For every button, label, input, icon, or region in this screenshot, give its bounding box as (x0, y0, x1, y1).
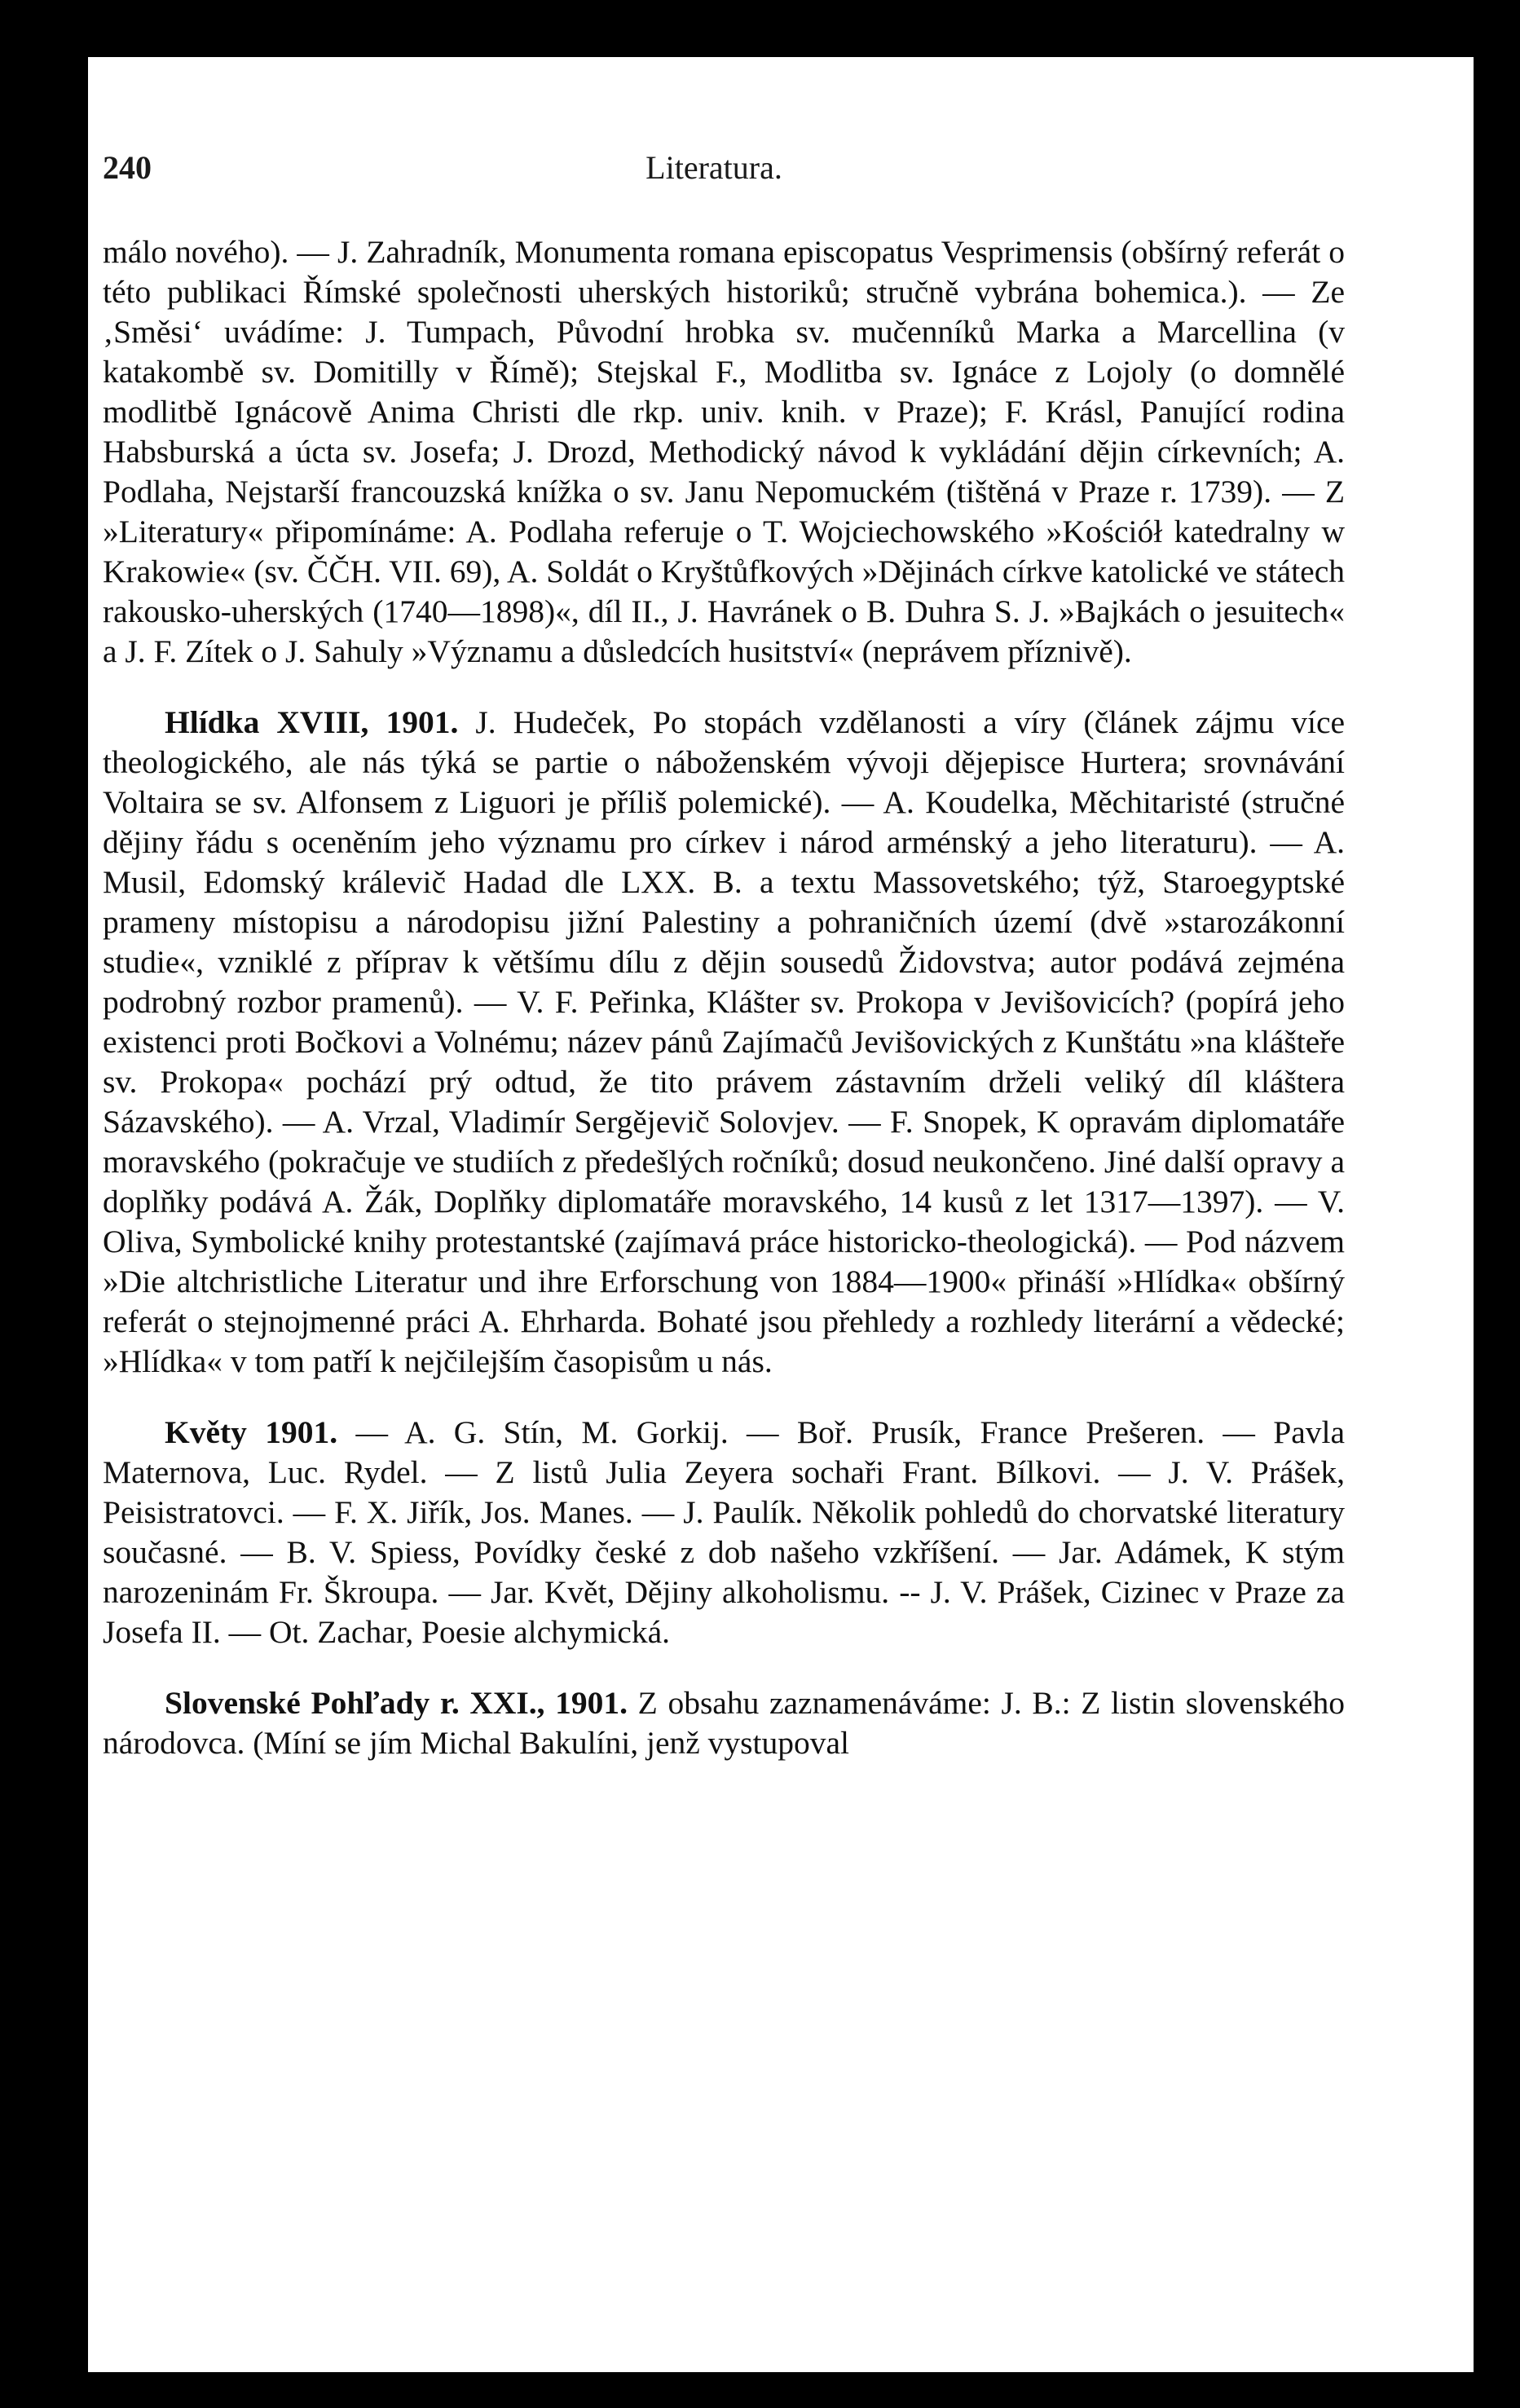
paragraph-text: J. Hudeček, Po stopách vzdělanosti a víry (článek zájmu více theologického, ale nás týká se partie o náboženském vývoji dějepisce Hurtera; srovnávání Voltaira se sv. Alfonsem z Liguori je příliš polemické). — A. Koudelka, Měchitaristé (stručné dějiny řádu s oceněním jeho významu pro církev i národ arménský a jeho literaturu). — A. Musil, Edomský králevič Hadad dle LXX. B. a textu Massovetského; týž, Staroegyptské prameny místopisu a národopisu jižní Palestiny a pohraničních území (dvě »starozákonní studie«, vzniklé z příprav k většímu dílu z dějin sousedů Židovstva; autor podává zejména podrobný rozbor pramenů). — V. F. Peřinka, Klášter sv. Prokopa v Jevišovicích? (popírá jeho existenci proti Bočkovi a Volnému; název pánů Zajímačů Jevišovických z Kunštátu »na klášteře sv. Prokopa« pochází prý odtud, že tito právem zástavním drželi veliký díl kláštera Sázavského). — A. Vrzal, Vladimír Sergějevič Solovjev. — F. Snopek, K opravám diplomatáře moravského (pokračuje ve studiích z předešlých ročníků; dosud neukončeno. Jiné další opravy a doplňky podává A. Žák, Doplňky diplomatáře moravského, 14 kusů z let 1317—1397). — V. Oliva, Symbolické knihy protestantské (zajímavá práce historicko-theologická). — Pod názvem »Die altchristliche Literatur und ihre Erforschung von 1884—1900« přináší »Hlídka« obšírný referát o stejnojmenné práci A. Ehrharda. Bohaté jsou přehledy a rozhledy literární a vědecké; »Hlídka« v tom patří k nejčilejším časopisům u nás. (103, 704, 1346, 1379)
journal-lead: Hlídka XVIII, 1901. (165, 704, 459, 740)
paragraph-hlidka (103, 703, 1345, 1382)
paragraph-slovenske-pohlady (103, 1683, 1345, 1763)
page-number: 240 (103, 149, 152, 186)
paragraph-text: Z obsahu zaznamenáváme: J. B.: Z listin slovenského národovca. (Míní se jím Michal Bakulíni, jenž vystupoval (103, 1685, 1345, 1761)
article-body (103, 232, 1345, 1763)
running-title: Literatura. (645, 149, 782, 186)
paragraph-kvety (103, 1413, 1345, 1652)
paragraph-text: — A. G. Stín, M. Gorkij. — Boř. Prusík, France Prešeren. — Pavla Maternova, Luc. Rydel. — Z listů Julia Zeyera sochaři Frant. Bílkovi. — J. V. Prášek, Peisistratovci. — F. X. Jiřík, Jos. Manes. — J. Paulík. Několik pohledů do chorvatské literatury současné. — B. V. Spiess, Povídky české z dob našeho vzkříšení. — Jar. Adámek, K stým narozeninám Fr. Škroupa. — Jar. Květ, Dějiny alkoholismu. -- J. V. Prášek, Cizinec v Praze za Josefa II. — Ot. Zachar, Poesie alchymická. (103, 1414, 1345, 1650)
journal-lead: Slovenské Pohľady r. XXI., 1901. (165, 1685, 628, 1721)
journal-lead: Květy 1901. (165, 1414, 338, 1450)
paragraph-text: málo nového). — J. Zahradník, Monumenta romana episcopatus Vesprimensis (obšírný referát o této publikaci Římské společnosti uherských historiků; stručně vybrána bohemica.). — Ze ‚Směsi‘ uvádíme: J. Tumpach, Původní hrobka sv. mučenníků Marka a Marcellina (v katakombě sv. Domitilly v Římě); Stejskal F., Modlitba sv. Ignáce z Lojoly (o domnělé modlitbě Ignácově Anima Christi dle rkp. univ. knih. v Praze); F. Krásl, Panující rodina Habsburská a úcta sv. Josefa; J. Drozd, Methodický návod k vykládání dějin církevních; A. Podlaha, Nejstarší francouzská knížka o sv. Janu Nepomuckém (tištěná v Praze r. 1739). — Z »Literatury« připomínáme: A. Podlaha referuje o T. Wojciechowského »Kościół katedralny w Krakowie« (sv. ČČH. VII. 69), A. Soldát o Kryštůfkových »Dějinách církve katolické ve státech rakousko-uherských (1740—1898)«, díl II., J. Havránek o B. Duhra S. J. »Bajkách o jesuitech« a J. F. Zítek o J. Sahuly »Významu a důsledcích husitství« (neprávem příznivě). (103, 234, 1345, 669)
paragraph-continuation (103, 232, 1345, 672)
page-header (103, 148, 1325, 197)
